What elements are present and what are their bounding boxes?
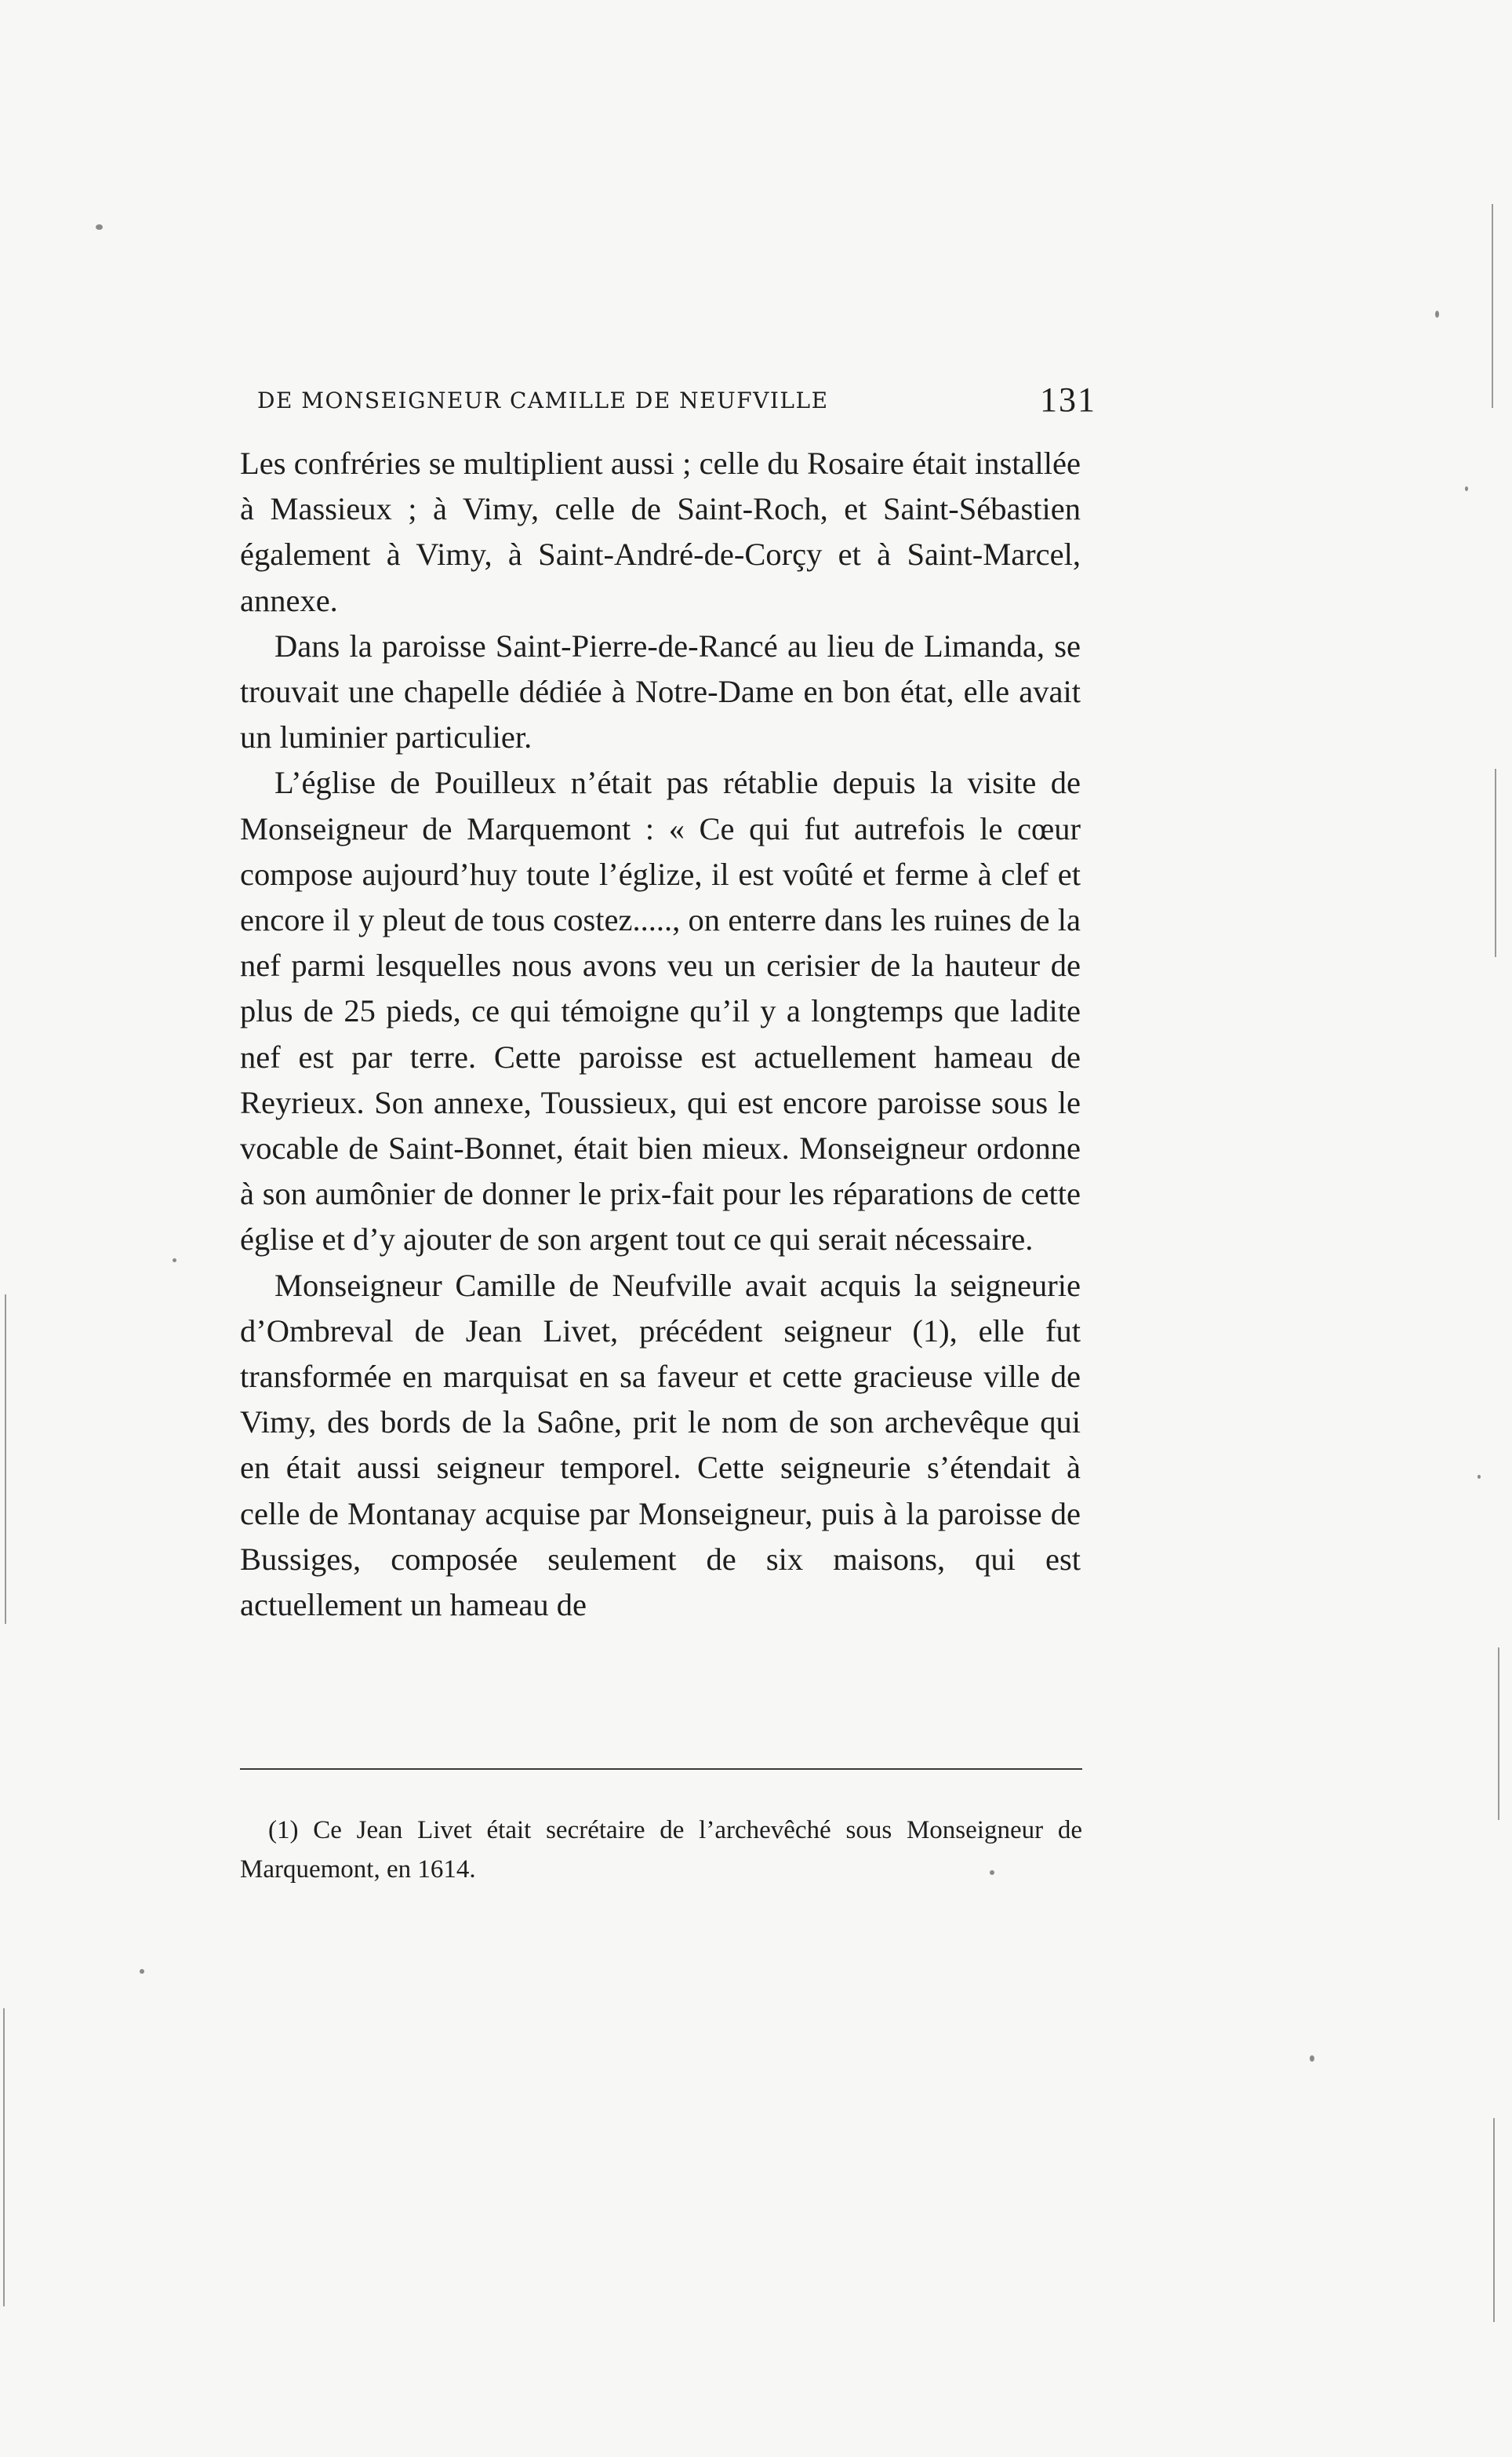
running-header <box>257 380 1096 427</box>
scan-edge-line <box>5 1294 6 1624</box>
scan-edge-line <box>1492 204 1493 408</box>
footnotes <box>240 1811 1082 1889</box>
scan-speck <box>1465 486 1468 491</box>
footnote-1: (1) Ce Jean Livet était secrétaire de l’archevêché sous Monseigneur de Marquemont, en 1614. <box>240 1816 1082 1884</box>
paragraph-pouilleux: L’église de Pouilleux n’était pas rétablie depuis la visite de Monseigneur de Marquemont : « Ce qui fut autrefois le cœur compose aujourd’huy toute l’églize, il est voûté et ferme à clef et encore il y pleut de tous costez....., on enterre dans les ruines de la nef parmi lesquelles nous avons veu un cerisier de la hauteur de plus de 25 pieds, ce qui témoigne qu’il y a longtemps que ladite nef est par terre. Cette paroisse est actuellement hameau de Reyrieux. Son annexe, Toussieux, qui est encore paroisse sous le vocable de Saint-Bonnet, était bien mieux. Monseigneur ordonne à son aumônier de donner le prix-fait pour les réparations de cette église et d’y ajouter de son argent tout ce qui serait nécessaire. <box>240 765 1081 1258</box>
paragraph-confreries: Les confréries se multiplient aussi ; celle du Rosaire était installée à Massieux ; à Vimy, celle de Saint-Roch, et Saint-Sébastien également à Vimy, à Saint-André-de-Corçy et à Saint-Marcel, annexe. <box>240 446 1081 618</box>
page-number: 131 <box>1040 380 1096 419</box>
scan-edge-line <box>3 2008 5 2306</box>
body-text <box>240 441 1081 1628</box>
running-head-title: DE MONSEIGNEUR CAMILLE DE NEUFVILLE <box>257 388 829 413</box>
scan-edge-line <box>1495 769 1496 957</box>
paragraph-limanda: Dans la paroisse Saint-Pierre-de-Rancé au lieu de Limanda, se trouvait une chapelle dédiée à Notre-Dame en bon état, elle avait un luminier particulier. <box>240 628 1081 755</box>
scan-edge-line <box>1498 1647 1499 1820</box>
scan-speck <box>96 224 103 230</box>
scan-speck <box>140 1969 144 1974</box>
scan-speck <box>173 1258 176 1262</box>
footnote-rule <box>240 1768 1082 1770</box>
scan-speck <box>1435 311 1439 318</box>
scan-speck <box>1477 1475 1481 1479</box>
scan-edge-line <box>1493 2118 1495 2322</box>
scan-speck <box>1310 2055 1314 2062</box>
paragraph-ombreval: Monseigneur Camille de Neufville avait acquis la seigneurie d’Ombreval de Jean Livet, précédent seigneur (1), elle fut transformée en marquisat en sa faveur et cette gracieuse ville de Vimy, des bords de la Saône, prit le nom de son archevêque qui en était aussi seigneur temporel. Cette seigneurie s’étendait à celle de Montanay acquise par Monseigneur, puis à la paroisse de Bussiges, composée seulement de six maisons, qui est actuellement un hameau de <box>240 1267 1081 1623</box>
